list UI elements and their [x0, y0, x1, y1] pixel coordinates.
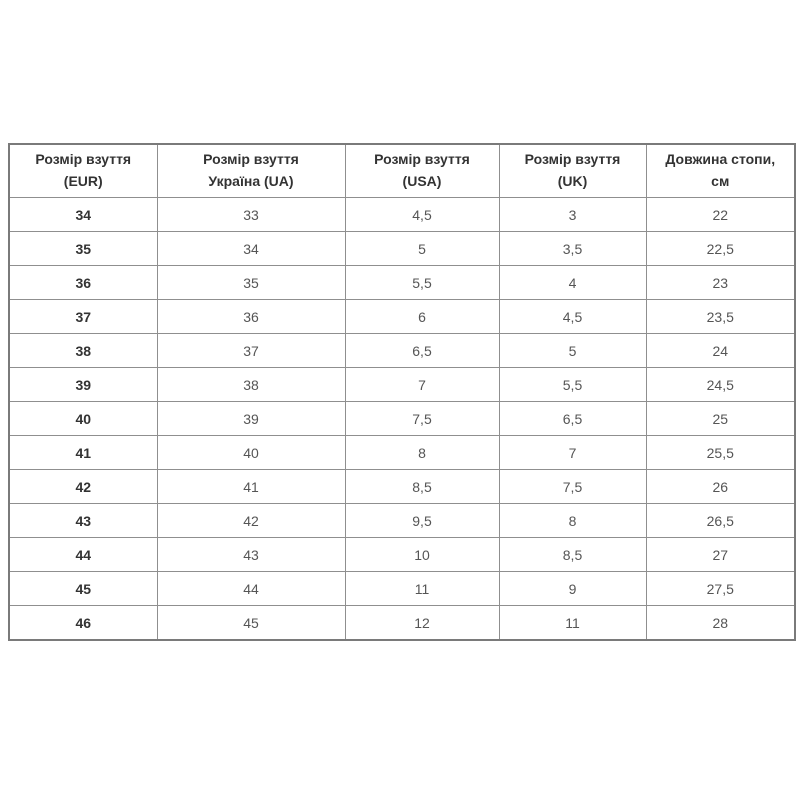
cell-usa: 4,5	[345, 198, 499, 232]
cell-cm: 23	[646, 266, 795, 300]
cell-eur: 39	[9, 368, 157, 402]
column-header-eur	[9, 144, 157, 198]
cell-uk: 7	[499, 436, 646, 470]
cell-usa: 11	[345, 572, 499, 606]
cell-uk: 9	[499, 572, 646, 606]
column-header-uk-line: (UK)	[557, 173, 588, 189]
table-row	[9, 368, 795, 402]
cell-cm: 25,5	[646, 436, 795, 470]
cell-uk: 5,5	[499, 368, 646, 402]
cell-cm: 22	[646, 198, 795, 232]
cell-usa: 7,5	[345, 402, 499, 436]
cell-cm: 24	[646, 334, 795, 368]
cell-eur: 46	[9, 606, 157, 641]
cell-usa: 8,5	[345, 470, 499, 504]
table-row	[9, 198, 795, 232]
cell-ua: 35	[157, 266, 345, 300]
cell-ua: 34	[157, 232, 345, 266]
cell-usa: 5,5	[345, 266, 499, 300]
cell-uk: 5	[499, 334, 646, 368]
column-header-uk-line: Розмір взуття	[524, 151, 621, 168]
cell-ua: 45	[157, 606, 345, 641]
column-header-cm-line: Довжина стопи,	[665, 151, 776, 168]
table-row	[9, 606, 795, 641]
cell-eur: 38	[9, 334, 157, 368]
cell-cm: 24,5	[646, 368, 795, 402]
cell-uk: 4,5	[499, 300, 646, 334]
cell-usa: 10	[345, 538, 499, 572]
table-row	[9, 334, 795, 368]
cell-eur: 45	[9, 572, 157, 606]
cell-eur: 40	[9, 402, 157, 436]
column-header-ua-line: Україна (UA)	[208, 173, 294, 189]
table-head	[9, 144, 795, 198]
cell-cm: 26,5	[646, 504, 795, 538]
column-header-eur-line: Розмір взуття	[35, 151, 132, 168]
cell-uk: 8,5	[499, 538, 646, 572]
shoe-size-conversion-table	[8, 143, 796, 641]
cell-usa: 6,5	[345, 334, 499, 368]
table-row	[9, 402, 795, 436]
cell-usa: 5	[345, 232, 499, 266]
cell-ua: 41	[157, 470, 345, 504]
column-header-cm-line: см	[711, 173, 730, 189]
cell-ua: 39	[157, 402, 345, 436]
cell-uk: 7,5	[499, 470, 646, 504]
cell-uk: 3	[499, 198, 646, 232]
cell-ua: 38	[157, 368, 345, 402]
column-header-ua-line: Розмір взуття	[203, 151, 299, 168]
table-header-row	[9, 144, 795, 198]
column-header-eur-line: (EUR)	[63, 173, 103, 189]
cell-eur: 36	[9, 266, 157, 300]
cell-usa: 7	[345, 368, 499, 402]
cell-usa: 6	[345, 300, 499, 334]
table-body	[9, 198, 795, 641]
cell-uk: 4	[499, 266, 646, 300]
cell-eur: 42	[9, 470, 157, 504]
cell-cm: 22,5	[646, 232, 795, 266]
cell-uk: 6,5	[499, 402, 646, 436]
column-header-uk	[499, 144, 646, 198]
cell-ua: 36	[157, 300, 345, 334]
cell-uk: 8	[499, 504, 646, 538]
table-row	[9, 300, 795, 334]
table-row	[9, 266, 795, 300]
cell-ua: 42	[157, 504, 345, 538]
cell-usa: 9,5	[345, 504, 499, 538]
cell-eur: 43	[9, 504, 157, 538]
cell-cm: 28	[646, 606, 795, 641]
cell-eur: 35	[9, 232, 157, 266]
column-header-ua	[157, 144, 345, 198]
column-header-usa	[345, 144, 499, 198]
cell-cm: 27,5	[646, 572, 795, 606]
cell-ua: 37	[157, 334, 345, 368]
cell-eur: 37	[9, 300, 157, 334]
cell-usa: 12	[345, 606, 499, 641]
table-row	[9, 232, 795, 266]
cell-uk: 11	[499, 606, 646, 641]
column-header-usa-line: Розмір взуття	[374, 151, 470, 168]
table-row	[9, 470, 795, 504]
cell-ua: 44	[157, 572, 345, 606]
cell-cm: 23,5	[646, 300, 795, 334]
cell-eur: 41	[9, 436, 157, 470]
table-row	[9, 436, 795, 470]
cell-cm: 25	[646, 402, 795, 436]
table-row	[9, 572, 795, 606]
column-header-usa-line: (USA)	[402, 173, 442, 189]
cell-ua: 33	[157, 198, 345, 232]
table-row	[9, 538, 795, 572]
cell-ua: 43	[157, 538, 345, 572]
cell-uk: 3,5	[499, 232, 646, 266]
size-table-container	[8, 143, 794, 641]
cell-cm: 27	[646, 538, 795, 572]
cell-eur: 34	[9, 198, 157, 232]
table-row	[9, 504, 795, 538]
cell-cm: 26	[646, 470, 795, 504]
cell-usa: 8	[345, 436, 499, 470]
cell-ua: 40	[157, 436, 345, 470]
column-header-cm	[646, 144, 795, 198]
cell-eur: 44	[9, 538, 157, 572]
